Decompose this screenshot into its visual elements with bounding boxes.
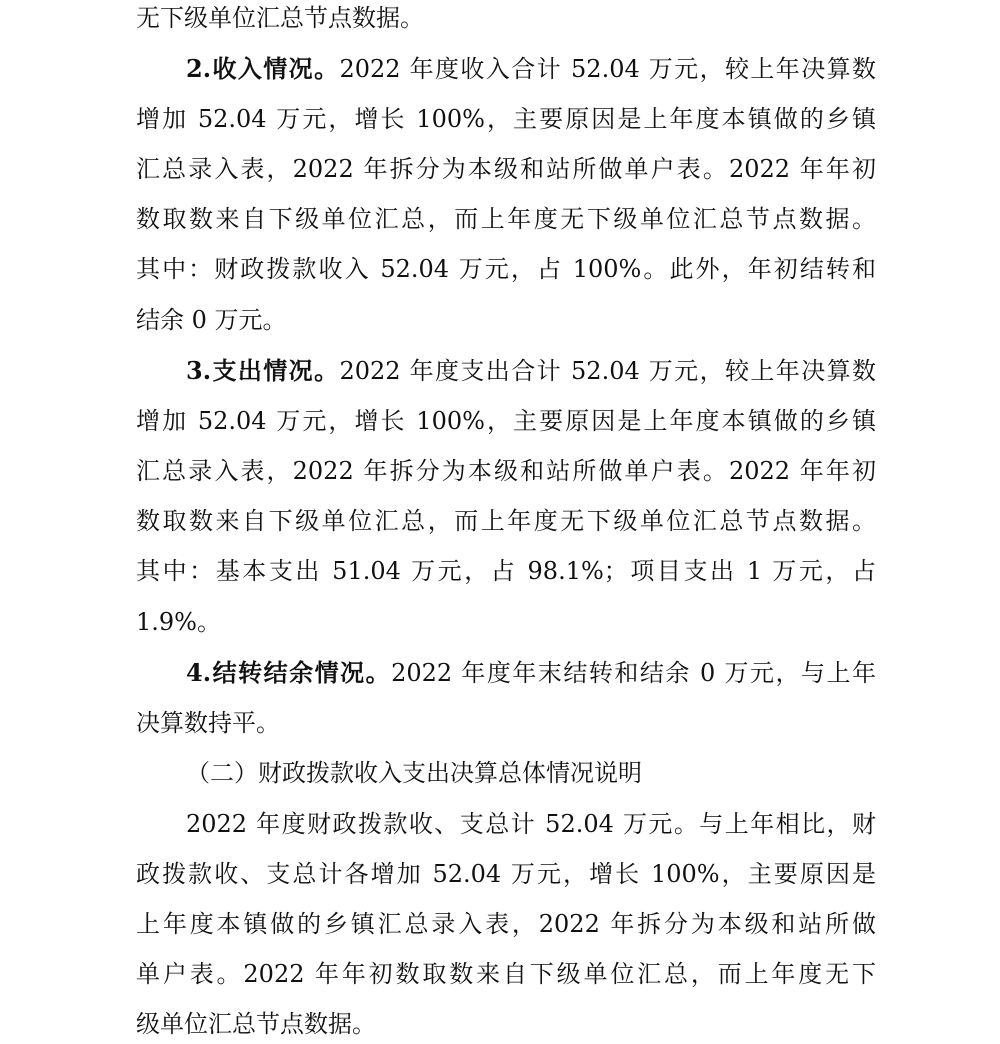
paragraph-line: 其中：财政拨款收入 52.04 万元，占 100%。此外，年初结转和 bbox=[136, 255, 876, 283]
paragraph-line: 上年度本镇做的乡镇汇总录入表，2022 年拆分为本级和站所做 bbox=[136, 910, 876, 938]
fiscal-first-line: 2022 年度财政拨款收、支总计 52.04 万元。与上年相比，财 bbox=[186, 810, 876, 838]
paragraph-line: 增加 52.04 万元，增长 100%，主要原因是上年度本镇做的乡镇 bbox=[136, 407, 876, 435]
carryover-heading: 4.结转结余情况。 bbox=[186, 658, 392, 687]
paragraph-line: 结余 0 万元。 bbox=[136, 306, 287, 334]
paragraph-line: 政拨款收、支总计各增加 52.04 万元，增长 100%，主要原因是 bbox=[136, 860, 876, 888]
paragraph-line: 级单位汇总节点数据。 bbox=[136, 1010, 376, 1038]
carryover-first-line: 4.结转结余情况。2022 年度年末结转和结余 0 万元，与上年 bbox=[186, 658, 876, 687]
expense-heading: 3.支出情况。 bbox=[186, 356, 340, 385]
paragraph-line: 汇总录入表，2022 年拆分为本级和站所做单户表。2022 年年初 bbox=[136, 457, 876, 485]
paragraph-line: 汇总录入表，2022 年拆分为本级和站所做单户表。2022 年年初 bbox=[136, 155, 876, 183]
paragraph-line: 无下级单位汇总节点数据。 bbox=[136, 4, 424, 32]
paragraph-line: 数取数来自下级单位汇总，而上年度无下级单位汇总节点数据。 bbox=[136, 205, 876, 233]
paragraph-line: 其中：基本支出 51.04 万元，占 98.1%；项目支出 1 万元，占 bbox=[136, 557, 876, 585]
income-first-line: 2.收入情况。2022 年度收入合计 52.04 万元，较上年决算数 bbox=[186, 54, 877, 83]
expense-first-line: 3.支出情况。2022 年度支出合计 52.04 万元，较上年决算数 bbox=[186, 356, 877, 385]
income-heading: 2.收入情况。 bbox=[186, 54, 340, 83]
paragraph-line: 决算数持平。 bbox=[136, 709, 280, 737]
section-subheading: （二）财政拨款收入支出决算总体情况说明 bbox=[186, 759, 642, 787]
paragraph-line: 数取数来自下级单位汇总，而上年度无下级单位汇总节点数据。 bbox=[136, 507, 876, 535]
paragraph-line: 增加 52.04 万元，增长 100%，主要原因是上年度本镇做的乡镇 bbox=[136, 105, 876, 133]
paragraph-line: 1.9%。 bbox=[136, 608, 221, 636]
paragraph-line: 单户表。2022 年年初数取数来自下级单位汇总，而上年度无下 bbox=[136, 960, 876, 988]
